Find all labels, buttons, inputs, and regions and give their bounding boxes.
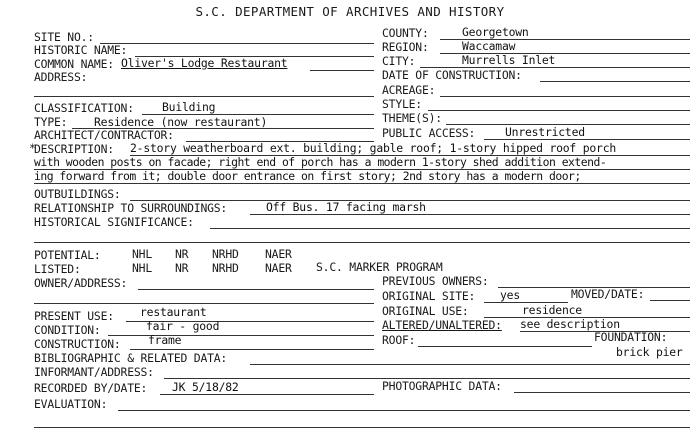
original-use-label: ORIGINAL USE: — [382, 304, 469, 318]
present-use-label: PRESENT USE: — [34, 309, 114, 323]
description-rule-3 — [34, 183, 690, 184]
potential-nr: NR — [175, 247, 189, 261]
evaluation-line — [118, 410, 690, 411]
owner-line-2 — [34, 303, 374, 304]
potential-nhl: NHL — [132, 247, 152, 261]
address-line — [34, 96, 374, 97]
recorded-line — [160, 394, 374, 395]
evaluation-line-2 — [34, 427, 690, 428]
city-value: Murrells Inlet — [462, 53, 556, 67]
acreage-label: ACREAGE: — [382, 83, 436, 97]
roof-label: ROOF: — [382, 333, 416, 347]
sc-marker-program: S.C. MARKER PROGRAM — [316, 260, 443, 274]
style-line — [428, 110, 690, 111]
informant-label: INFORMANT/ADDRESS: — [34, 365, 154, 379]
classification-value: Building — [162, 100, 216, 114]
owner-address-label: OWNER/ADDRESS: — [34, 276, 128, 290]
date-of-construction-label: DATE OF CONSTRUCTION: — [382, 68, 522, 82]
public-access-value: Unrestricted — [505, 125, 585, 139]
acreage-line — [440, 96, 690, 97]
potential-naer: NAER — [265, 247, 292, 261]
condition-label: CONDITION: — [34, 323, 101, 337]
significance-line-2 — [34, 242, 690, 243]
common-name-line — [310, 70, 374, 71]
construction-value: frame — [148, 333, 182, 347]
type-value: Residence (now restaurant) — [94, 115, 268, 129]
listed-nhl: NHL — [132, 261, 152, 275]
bibliographic-label: BIBLIOGRAPHIC & RELATED DATA: — [34, 351, 228, 365]
moved-date-line — [650, 300, 690, 301]
region-label: REGION: — [382, 40, 429, 54]
previous-owners-label: PREVIOUS OWNERS: — [382, 274, 489, 288]
type-label: TYPE: — [34, 115, 68, 129]
date-line — [540, 81, 690, 82]
themes-label: THEME(S): — [382, 111, 442, 125]
relationship-label: RELATIONSHIP TO SURROUNDINGS: — [34, 201, 228, 215]
site-no-line — [100, 43, 374, 44]
public-access-line — [484, 139, 690, 140]
relationship-value: Off Bus. 17 facing marsh — [266, 200, 426, 214]
potential-label: POTENTIAL: — [34, 248, 101, 262]
description-line-2: with wooden posts on facade; right end of porch has a modern 1-story shed addition extend- — [34, 155, 607, 169]
listed-naer: NAER — [265, 261, 292, 275]
construction-line — [130, 349, 374, 350]
listed-nr: NR — [175, 261, 189, 275]
foundation-label: FOUNDATION: — [594, 330, 668, 344]
original-use-value: residence — [522, 303, 582, 317]
present-use-value: restaurant — [140, 305, 207, 319]
architect-label: ARCHITECT/CONTRACTOR: — [34, 128, 174, 142]
photographic-label: PHOTOGRAPHIC DATA: — [382, 379, 502, 393]
recorded-value: JK 5/18/82 — [172, 380, 239, 394]
construction-label: CONSTRUCTION: — [34, 337, 121, 351]
common-name-value: Oliver's Lodge Restaurant — [121, 56, 288, 70]
common-name-label: COMMON NAME: — [34, 57, 114, 71]
condition-value: fair - good — [146, 319, 220, 333]
city-label: CITY: — [382, 54, 416, 68]
altered-unaltered-label: ALTERED/UNALTERED: — [382, 318, 502, 332]
outbuildings-label: OUTBUILDINGS: — [34, 187, 121, 201]
description-line-3: ing forward from it; double door entrance on first story; 2nd story has a modern door; — [34, 169, 581, 183]
description-asterisk: * — [29, 141, 36, 155]
recorded-by-label: RECORDED BY/DATE: — [34, 381, 148, 395]
classification-label: CLASSIFICATION: — [34, 101, 134, 115]
original-site-label: ORIGINAL SITE: — [382, 289, 476, 303]
listed-label: LISTED: — [34, 262, 81, 276]
description-label: DESCRIPTION: — [34, 142, 114, 156]
region-value: Waccamaw — [462, 39, 516, 53]
bibliographic-line — [250, 364, 690, 365]
public-access-label: PUBLIC ACCESS: — [382, 126, 476, 140]
original-site-value: yes — [500, 288, 520, 302]
moved-date-label: MOVED/DATE: — [571, 287, 645, 301]
county-value: Georgetown — [462, 25, 529, 39]
foundation-value: brick pier — [616, 345, 683, 359]
site-no-label: SITE NO.: — [34, 30, 94, 44]
significance-label: HISTORICAL SIGNIFICANCE: — [34, 215, 194, 229]
address-label: ADDRESS: — [34, 70, 88, 84]
evaluation-label: EVALUATION: — [34, 397, 108, 411]
photographic-line — [514, 392, 690, 393]
potential-nrhd: NRHD — [212, 247, 239, 261]
significance-line — [210, 228, 690, 229]
roof-line — [418, 346, 592, 347]
listed-nrhd: NRHD — [212, 261, 239, 275]
form-title: S.C. DEPARTMENT OF ARCHIVES AND HISTORY — [195, 4, 505, 19]
style-label: STYLE: — [382, 97, 422, 111]
description-line-1: 2-story weatherboard ext. building; gable roof; 1-story hipped roof porch — [130, 141, 617, 155]
county-label: COUNTY: — [382, 26, 429, 40]
owner-line — [138, 289, 374, 290]
relationship-line — [250, 214, 690, 215]
historic-name-label: HISTORIC NAME: — [34, 43, 128, 57]
altered-value: see description — [520, 317, 620, 331]
